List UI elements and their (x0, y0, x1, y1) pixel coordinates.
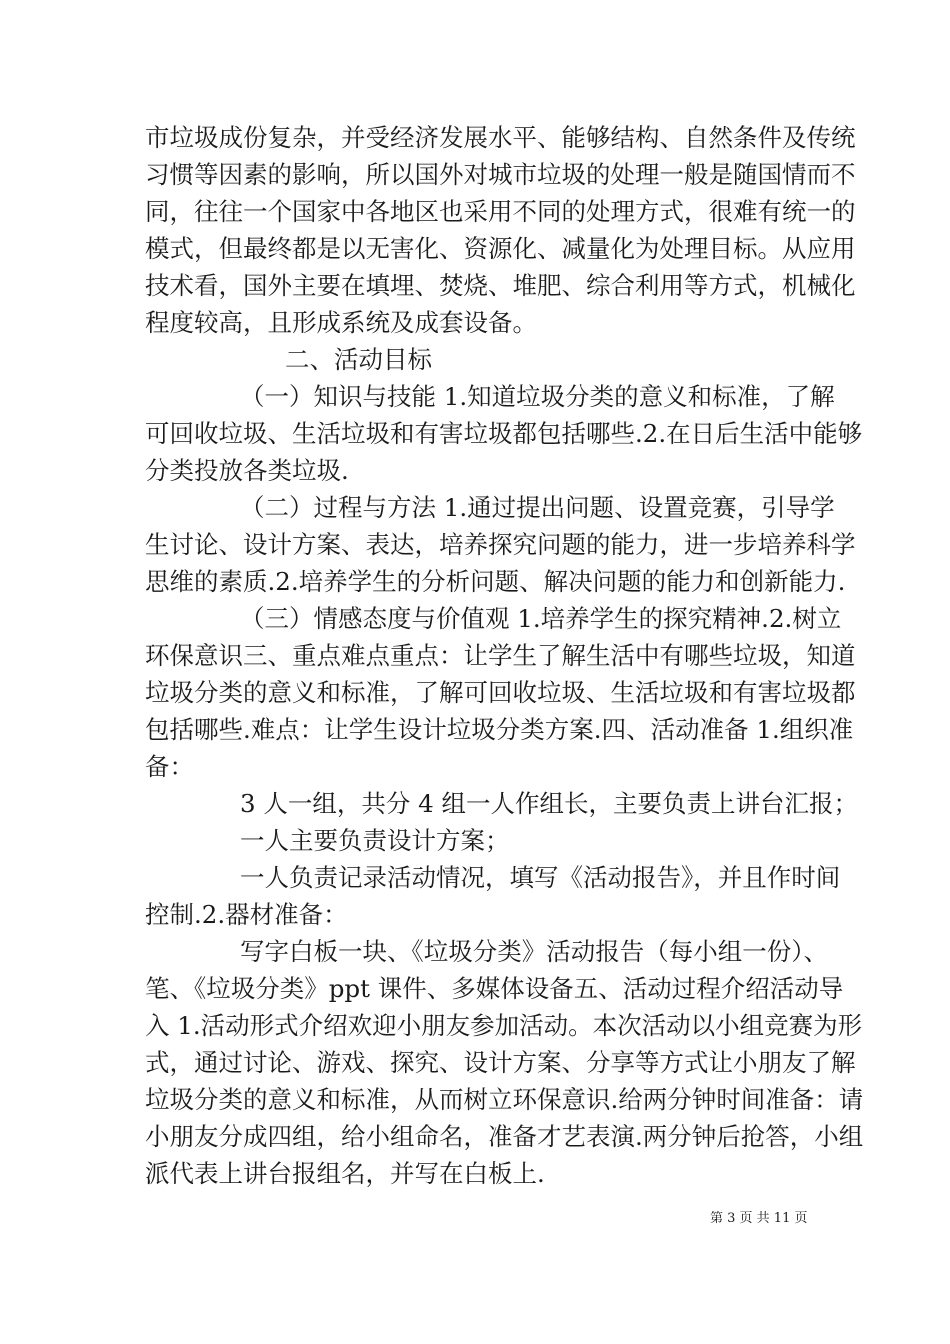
text-line: 分类投放各类垃圾. (145, 456, 349, 485)
text-line: 同，往往一个国家中各地区也采用不同的处理方式，很难有统一的 (145, 197, 856, 226)
text-line: 一人负责记录活动情况，填写《活动报告》，并且作时间 (240, 863, 841, 892)
text-line: 3 人一组，共分 4 组一人作组长，主要负责上讲台汇报； (240, 789, 859, 818)
text-line: 垃圾分类的意义和标准，从而树立环保意识.给两分钟时间准备：请 (145, 1085, 864, 1114)
text-line: 笔、《垃圾分类》ppt 课件、多媒体设备五、活动过程介绍活动导 (145, 974, 844, 1003)
text-line: （三）情感态度与价值观 1.培养学生的探究精神.2.树立 (240, 604, 842, 633)
text-line: 派代表上讲台报组名，并写在白板上. (145, 1159, 545, 1188)
text-line: 入 1.活动形式介绍欢迎小朋友参加活动。本次活动以小组竞赛为形 (145, 1011, 863, 1040)
text-line: 包括哪些.难点：让学生设计垃圾分类方案.四、活动准备 1.组织准 (145, 715, 854, 744)
text-line: 备： (145, 752, 194, 781)
text-line: 垃圾分类的意义和标准，了解可回收垃圾、生活垃圾和有害垃圾都 (145, 678, 856, 707)
text-line: （一）知识与技能 1.知道垃圾分类的意义和标准，了解 (240, 382, 835, 411)
text-line: 可回收垃圾、生活垃圾和有害垃圾都包括哪些.2.在日后生活中能够 (145, 419, 863, 448)
text-line: 一人主要负责设计方案； (240, 826, 510, 855)
text-line: 写字白板一块、《垃圾分类》活动报告（每小组一份）、 (240, 937, 828, 966)
text-line: 思维的素质.2.培养学生的分析问题、解决问题的能力和创新能力. (145, 567, 846, 596)
text-line: 小朋友分成四组，给小组命名，准备才艺表演.两分钟后抢答，小组 (145, 1122, 864, 1151)
text-line: 模式，但最终都是以无害化、资源化、减量化为处理目标。从应用 (145, 234, 856, 263)
text-line: 市垃圾成份复杂，并受经济发展水平、能够结构、自然条件及传统 (145, 123, 856, 152)
text-line: 环保意识三、重点难点重点：让学生了解生活中有哪些垃圾，知道 (145, 641, 856, 670)
text-line: 生讨论、设计方案、表达，培养探究问题的能力，进一步培养科学 (145, 530, 856, 559)
section-heading: 二、活动目标 (285, 345, 432, 374)
text-line: 技术看，国外主要在填埋、焚烧、堆肥、综合利用等方式，机械化 (145, 271, 856, 300)
text-line: （二）过程与方法 1.通过提出问题、设置竞赛，引导学 (240, 493, 835, 522)
text-line: 式，通过讨论、游戏、探究、设计方案、分享等方式让小朋友了解 (145, 1048, 856, 1077)
text-line: 习惯等因素的影响，所以国外对城市垃圾的处理一般是随国情而不 (145, 160, 856, 189)
text-line: 程度较高，且形成系统及成套设备。 (145, 308, 537, 337)
page-number: 第 3 页 共 11 页 (710, 1211, 808, 1226)
text-line: 控制.2.器材准备： (145, 900, 348, 929)
